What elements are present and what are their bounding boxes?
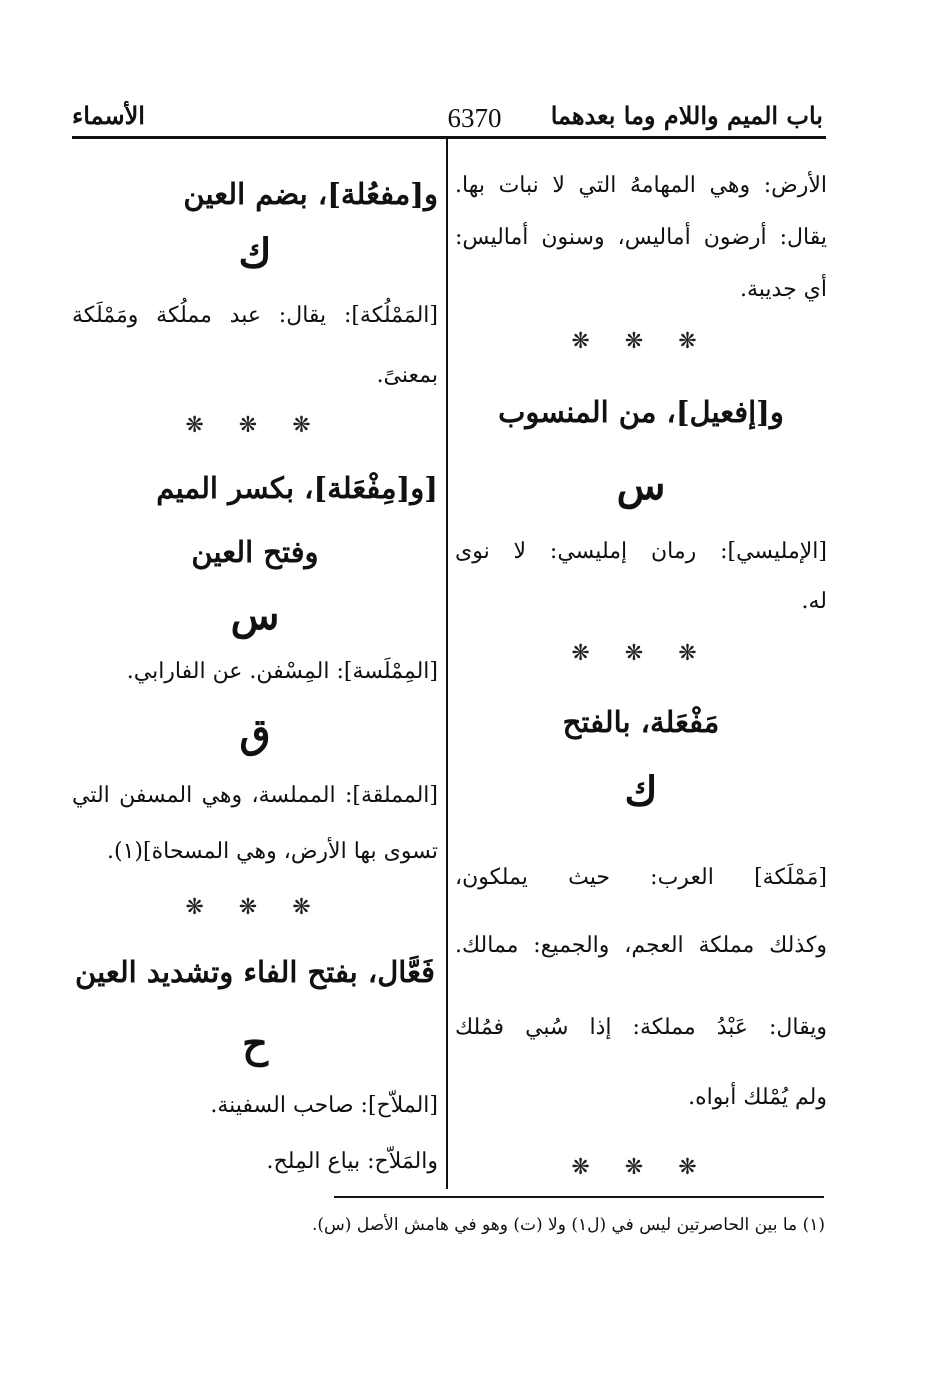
text-line: [مَمْلَكة] العرب: حيث يملكون، (455, 865, 827, 890)
letter-heading: ك (624, 768, 658, 815)
text-line: ولم يُمْلك أبواه. (688, 1085, 827, 1110)
text-line: بمعنىً. (376, 363, 438, 388)
text-line: الأرض: وهي المهامهُ التي لا نبات بها. (455, 173, 827, 198)
section-heading: [و[مِفْعَلة]، بكسر الميم (156, 471, 438, 505)
text-line: تسوى بها الأرض، وهي المسحاة](١). (107, 839, 438, 864)
text-line: [المَمْلُكة]: يقال: عبد مملُكة ومَمْلَكة (72, 303, 438, 328)
letter-heading: ح (242, 1020, 268, 1067)
page-number: 6370 (447, 103, 502, 133)
text-line: له. (801, 589, 827, 614)
running-head-chapter: الأسماء (72, 101, 145, 130)
text-line: [الإمليسي]: رمان إمليسي: لا نوى (455, 539, 827, 564)
header-rule (72, 136, 826, 139)
section-separator: ❋ ❋ ❋ (185, 413, 325, 438)
text-line: أي جديبة. (739, 277, 827, 302)
text-line: والمَلاّح: بياع المِلح. (266, 1149, 438, 1174)
text-line: وكذلك مملكة العجم، والجميع: ممالك. (455, 933, 827, 958)
letter-heading: ق (239, 710, 271, 757)
letter-heading: س (616, 462, 666, 509)
section-heading: مَفْعَلة، بالفتح (562, 705, 720, 739)
running-head-section: باب الميم واللام وما بعدهما (550, 101, 823, 130)
footnote: (١) ما بين الحاصرتين ليس في (ل١) ولا (ت) وهو في هامش الأصل (س). (312, 1215, 825, 1235)
section-separator: ❋ ❋ ❋ (185, 895, 325, 920)
section-heading: فَعَّال، بفتح الفاء وتشديد العين (75, 955, 435, 989)
letter-heading: س (230, 592, 280, 639)
column-divider (446, 139, 448, 1189)
letter-heading: ك (238, 230, 272, 277)
text-line: [المملقة]: المملسة، وهي المسفن التي (72, 783, 438, 808)
footnote-rule (334, 1196, 824, 1198)
section-heading: و[مفعُلة]، بضم العين (183, 177, 438, 211)
section-heading: و[إفعيل]، من المنسوب (498, 395, 784, 429)
text-line: [الملاّح]: صاحب السفينة. (210, 1093, 438, 1118)
section-separator: ❋ ❋ ❋ (571, 329, 711, 354)
section-separator: ❋ ❋ ❋ (571, 641, 711, 666)
section-heading: وفتح العين (191, 535, 319, 569)
text-line: [المِمْلَسة]: المِسْفن. عن الفارابي. (126, 659, 438, 684)
section-separator: ❋ ❋ ❋ (571, 1155, 711, 1180)
text-line: يقال: أرضون أماليس، وسنون أماليس: (455, 225, 827, 250)
text-line: ويقال: عَبْدُ مملكة: إذا سُبي فمُلك (455, 1015, 827, 1040)
